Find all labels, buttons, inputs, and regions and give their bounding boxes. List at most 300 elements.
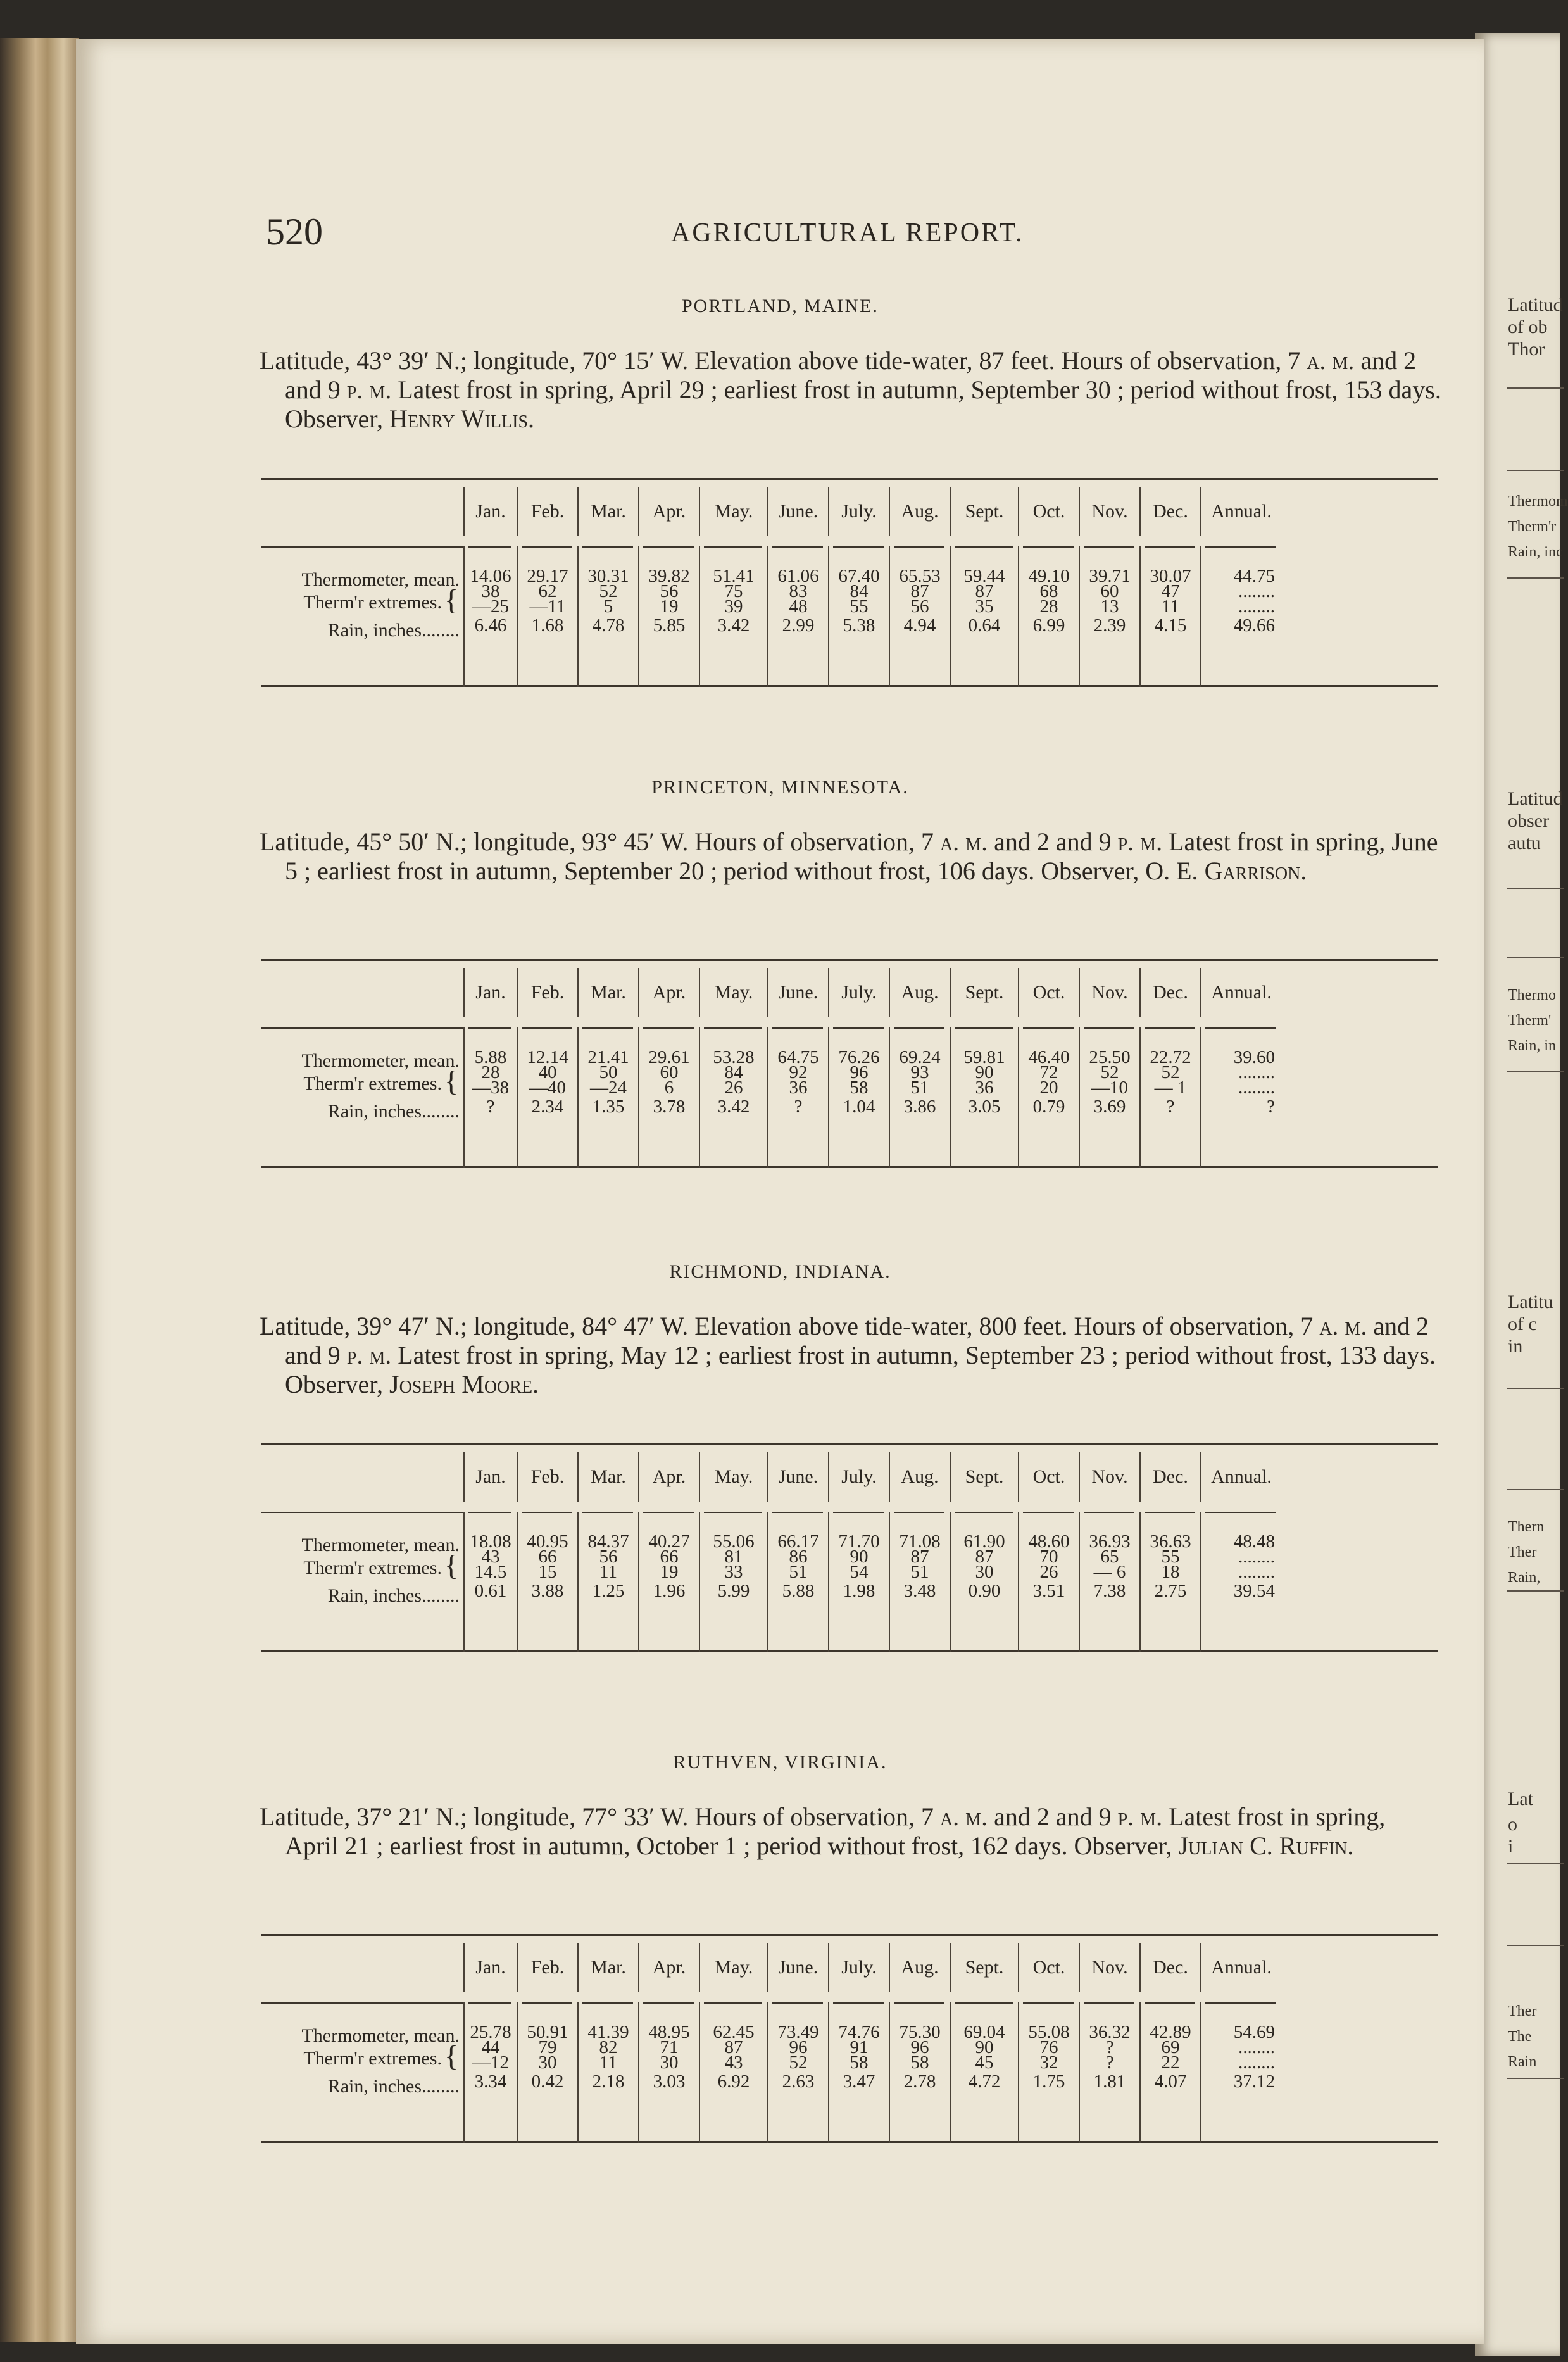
cell-max: 75 <box>724 581 743 601</box>
data-column <box>1018 1027 1079 1168</box>
cell-max: ........ <box>1238 1547 1275 1567</box>
cell-rain: 3.51 <box>1032 1581 1065 1601</box>
cell-rain: 3.69 <box>1093 1096 1126 1117</box>
row-label-mean: Thermometer, mean. <box>301 2025 460 2046</box>
cell-min: —25 <box>472 596 509 617</box>
book-page-edge <box>0 38 79 2342</box>
cell-max: 68 <box>1039 581 1058 601</box>
cell-mean: 69.24 <box>899 1047 941 1067</box>
cell-rain: 5.85 <box>653 615 686 636</box>
cell-min: 36 <box>789 1077 808 1098</box>
cell-rain: 2.39 <box>1093 615 1126 636</box>
cell-rain: ? <box>1267 1096 1275 1117</box>
cell-mean: 39.71 <box>1089 566 1131 586</box>
adjacent-page-text: Thermom <box>1508 493 1568 510</box>
station-description <box>260 827 1443 886</box>
cell-rain: 39.54 <box>1233 1581 1275 1601</box>
cell-max: 69 <box>1161 2037 1180 2057</box>
cell-min: 30 <box>660 2052 679 2073</box>
data-column <box>517 546 577 687</box>
cell-max: 72 <box>1039 1062 1058 1083</box>
cell-mean: 40.27 <box>648 1531 690 1552</box>
cell-max: 65 <box>1100 1547 1119 1567</box>
column-header: Oct. <box>1018 487 1079 536</box>
book-page <box>76 39 1484 2344</box>
adjacent-page-text: Thermo <box>1508 987 1556 1003</box>
column-header: May. <box>699 487 767 536</box>
cell-rain: 2.78 <box>903 2071 936 2092</box>
cell-min: 5 <box>603 596 613 617</box>
column-header: July. <box>828 487 889 536</box>
cell-rain: 3.78 <box>653 1096 686 1117</box>
cell-max: 90 <box>975 1062 994 1083</box>
cell-max: 62 <box>538 581 557 601</box>
adjacent-page-text: Latitud <box>1508 788 1563 809</box>
column-header: Sept. <box>950 968 1018 1017</box>
adjacent-page-text: Thor <box>1508 339 1545 360</box>
cell-mean: 49.10 <box>1028 566 1070 586</box>
page-number: 520 <box>266 211 323 253</box>
adjacent-page-rule <box>1507 387 1564 389</box>
cell-max: 96 <box>910 2037 929 2057</box>
cell-rain: 3.86 <box>903 1096 936 1117</box>
cell-rain: 37.12 <box>1233 2071 1275 2092</box>
row-label-mean: Thermometer, mean. <box>301 1050 460 1071</box>
weather-table <box>261 1934 1438 2143</box>
cell-mean: 46.40 <box>1028 1047 1070 1067</box>
cell-min: 58 <box>850 1077 869 1098</box>
cell-mean: 40.95 <box>527 1531 568 1552</box>
cell-rain: 3.03 <box>653 2071 686 2092</box>
row-label-extremes: Therm'r extremes. <box>303 1073 442 1094</box>
cell-max: 70 <box>1039 1547 1058 1567</box>
adjacent-page-fragment <box>1475 33 1568 2356</box>
cell-min: ........ <box>1238 596 1275 617</box>
station-title: RICHMOND, INDIANA. <box>669 1261 891 1282</box>
cell-max: 93 <box>910 1062 929 1083</box>
cell-min: 13 <box>1100 596 1119 617</box>
adjacent-page-text: autu <box>1508 832 1541 853</box>
cell-min: 22 <box>1161 2052 1180 2073</box>
cell-mean: 25.78 <box>470 2022 511 2042</box>
cell-max: 60 <box>660 1062 679 1083</box>
column-header: May. <box>699 968 767 1017</box>
data-column <box>1079 546 1139 687</box>
small-caps-text: Joseph Moore. <box>389 1370 539 1398</box>
data-column <box>1018 546 1079 687</box>
cell-mean: 18.08 <box>470 1531 511 1552</box>
adjacent-page-rule <box>1507 2078 1564 2079</box>
cell-min: 54 <box>850 1562 869 1582</box>
data-column <box>767 2002 828 2143</box>
cell-mean: 36.32 <box>1089 2022 1131 2042</box>
cell-min: 19 <box>660 596 679 617</box>
cell-mean: 30.31 <box>587 566 629 586</box>
column-header: Annual. <box>1200 968 1281 1017</box>
adjacent-page-text: Rain, in <box>1508 1038 1556 1054</box>
cell-min: 51 <box>789 1562 808 1582</box>
cell-max: 90 <box>850 1547 869 1567</box>
data-column <box>638 1027 699 1168</box>
table-top-rule <box>261 1934 1438 1936</box>
adjacent-page-text: Rain, inc <box>1508 544 1563 560</box>
data-column <box>889 546 950 687</box>
cell-min: 56 <box>910 596 929 617</box>
column-header: June. <box>767 1452 828 1502</box>
cell-min: 30 <box>975 1562 994 1582</box>
cell-min: 51 <box>910 1562 929 1582</box>
cell-min: 58 <box>850 2052 869 2073</box>
column-header: Mar. <box>577 1452 638 1502</box>
cell-min: ........ <box>1238 2052 1275 2073</box>
cell-rain: 1.25 <box>592 1581 625 1601</box>
adjacent-page-text: Thern <box>1508 1519 1545 1535</box>
cell-min: 36 <box>975 1077 994 1098</box>
cell-mean: 75.30 <box>899 2022 941 2042</box>
cell-rain: 3.48 <box>903 1581 936 1601</box>
cell-max: 83 <box>789 581 808 601</box>
cell-max: 28 <box>481 1062 500 1083</box>
adjacent-page-text: Rain, <box>1508 1569 1541 1586</box>
cell-rain: 6.99 <box>1032 615 1065 636</box>
data-column <box>950 2002 1018 2143</box>
cell-rain: 1.04 <box>843 1096 875 1117</box>
cell-max: 90 <box>975 2037 994 2057</box>
brace-symbol: { <box>444 1549 458 1581</box>
cell-mean: 66.17 <box>777 1531 819 1552</box>
column-header: July. <box>828 1452 889 1502</box>
cell-rain: ? <box>794 1096 803 1117</box>
column-header: Dec. <box>1139 487 1200 536</box>
cell-max: 38 <box>481 581 500 601</box>
column-header: Dec. <box>1139 968 1200 1017</box>
row-label-extremes: Therm'r extremes. <box>303 592 442 613</box>
cell-mean: 22.72 <box>1150 1047 1191 1067</box>
cell-mean: 71.70 <box>838 1531 880 1552</box>
cell-rain: 0.42 <box>531 2071 564 2092</box>
cell-mean: 76.26 <box>838 1047 880 1067</box>
data-column <box>1079 1027 1139 1168</box>
data-column <box>517 1512 577 1652</box>
cell-mean: 84.37 <box>587 1531 629 1552</box>
cell-min: 35 <box>975 596 994 617</box>
description-text: Latitude, 45° 50′ N.; longitude, 93° 45′ W. Hours of observation, 7 <box>260 827 940 856</box>
cell-mean: 69.04 <box>963 2022 1005 2042</box>
cell-rain: 2.75 <box>1154 1581 1187 1601</box>
cell-mean: 36.63 <box>1150 1531 1191 1552</box>
column-header: Jan. <box>463 968 517 1017</box>
data-column <box>699 1512 767 1652</box>
column-header: Jan. <box>463 1943 517 1992</box>
cell-max: 56 <box>660 581 679 601</box>
cell-rain: 0.90 <box>968 1581 1001 1601</box>
cell-max: 82 <box>599 2037 618 2057</box>
data-column <box>577 1512 638 1652</box>
data-column <box>828 1512 889 1652</box>
data-column <box>517 2002 577 2143</box>
data-column <box>1200 546 1281 687</box>
adjacent-page-rule <box>1507 1863 1564 1864</box>
column-header: May. <box>699 1943 767 1992</box>
cell-max: ........ <box>1238 581 1275 601</box>
data-column <box>638 1512 699 1652</box>
cell-max: 52 <box>1161 1062 1180 1083</box>
adjacent-page-text: Therm' <box>1508 1012 1552 1029</box>
adjacent-page-text: obser <box>1508 810 1549 831</box>
column-header: June. <box>767 968 828 1017</box>
adjacent-page-text: The <box>1508 2028 1532 2045</box>
data-column <box>1200 2002 1281 2143</box>
table-row-labels <box>261 2002 463 2140</box>
adjacent-page-rule <box>1507 470 1564 471</box>
cell-mean: 48.60 <box>1028 1531 1070 1552</box>
cell-mean: 73.49 <box>777 2022 819 2042</box>
cell-mean: 50.91 <box>527 2022 568 2042</box>
cell-mean: 55.06 <box>713 1531 755 1552</box>
cell-rain: 3.42 <box>717 1096 750 1117</box>
column-header: Aug. <box>889 487 950 536</box>
description-text: Latitude, 39° 47′ N.; longitude, 84° 47′ W. Elevation above tide-water, 800 feet. Hours of observation, 7 <box>260 1312 1320 1340</box>
row-label-rain: Rain, inches........ <box>327 1585 460 1606</box>
column-header: Nov. <box>1079 487 1139 536</box>
cell-mean: 48.48 <box>1233 1531 1275 1552</box>
data-column <box>517 1027 577 1168</box>
column-header: June. <box>767 487 828 536</box>
description-text: and 2 and 9 <box>285 346 1417 404</box>
description-text: Latitude, 43° 39′ N.; longitude, 70° 15′ W. Elevation above tide-water, 87 feet. Hours of observation, 7 <box>260 346 1307 375</box>
cell-mean: 21.41 <box>587 1047 629 1067</box>
cell-rain: 2.18 <box>592 2071 625 2092</box>
cell-max: 87 <box>724 2037 743 2057</box>
column-header: Oct. <box>1018 1452 1079 1502</box>
data-column <box>767 546 828 687</box>
cell-min: —38 <box>472 1077 509 1098</box>
cell-rain: 1.68 <box>531 615 564 636</box>
cell-rain: ? <box>486 1096 495 1117</box>
cell-rain: 49.66 <box>1233 615 1275 636</box>
cell-rain: 2.99 <box>782 615 815 636</box>
adjacent-page-text: Rain <box>1508 2054 1537 2070</box>
data-column <box>638 2002 699 2143</box>
station-description <box>260 1802 1443 1861</box>
column-header: Apr. <box>638 487 699 536</box>
column-header: Feb. <box>517 487 577 536</box>
cell-mean: 74.76 <box>838 2022 880 2042</box>
station-description <box>260 1312 1443 1399</box>
adjacent-page-text: Ther <box>1508 1544 1537 1561</box>
cell-max: ? <box>1105 2037 1114 2057</box>
data-column <box>767 1512 828 1652</box>
column-header: May. <box>699 1452 767 1502</box>
cell-min: 11 <box>599 1562 617 1582</box>
column-header: June. <box>767 1943 828 1992</box>
column-header: Aug. <box>889 1943 950 1992</box>
data-column <box>828 546 889 687</box>
data-column <box>1200 1512 1281 1652</box>
table-row-labels <box>261 546 463 684</box>
data-column <box>463 2002 517 2143</box>
cell-max: 92 <box>789 1062 808 1083</box>
column-header: Annual. <box>1200 1943 1281 1992</box>
cell-min: 11 <box>599 2052 617 2073</box>
description-text: Latest frost in spring, June 5 ; earliest frost in autumn, September 20 ; period without frost, 106 days. Observer, O. E. <box>285 827 1438 885</box>
cell-min: — 1 <box>1154 1077 1187 1098</box>
cell-max: 55 <box>1161 1547 1180 1567</box>
cell-mean: 30.07 <box>1150 566 1191 586</box>
cell-rain: 0.79 <box>1032 1096 1065 1117</box>
adjacent-page-text: of c <box>1508 1314 1537 1335</box>
adjacent-page-rule <box>1507 1071 1564 1072</box>
row-label-rain: Rain, inches........ <box>327 2076 460 2097</box>
cell-rain: 3.47 <box>843 2071 875 2092</box>
cell-rain: 3.34 <box>474 2071 507 2092</box>
cell-min: —11 <box>529 596 566 617</box>
column-header: Feb. <box>517 968 577 1017</box>
station-title: PRINCETON, MINNESOTA. <box>651 777 909 798</box>
table-top-rule <box>261 478 1438 480</box>
adjacent-page-text: Lat <box>1508 1788 1533 1809</box>
cell-max: 66 <box>660 1547 679 1567</box>
row-label-mean: Thermometer, mean. <box>301 1535 460 1555</box>
column-header: Feb. <box>517 1452 577 1502</box>
cell-mean: 39.60 <box>1233 1047 1275 1067</box>
column-header: Aug. <box>889 1452 950 1502</box>
cell-mean: 59.44 <box>963 566 1005 586</box>
data-column <box>1079 2002 1139 2143</box>
cell-mean: 51.41 <box>713 566 755 586</box>
adjacent-page-rule <box>1507 888 1564 889</box>
cell-mean: 42.89 <box>1150 2022 1191 2042</box>
cell-mean: 67.40 <box>838 566 880 586</box>
cell-min: ........ <box>1238 1077 1275 1098</box>
cell-min: —24 <box>590 1077 627 1098</box>
cell-mean: 59.81 <box>963 1047 1005 1067</box>
cell-min: 45 <box>975 2052 994 2073</box>
data-column <box>463 546 517 687</box>
description-text: and 2 and 9 <box>285 1312 1429 1369</box>
cell-rain: 4.78 <box>592 615 625 636</box>
column-header: Apr. <box>638 1943 699 1992</box>
column-header: July. <box>828 968 889 1017</box>
column-header: Nov. <box>1079 1452 1139 1502</box>
adjacent-page-text: Latitud <box>1508 294 1563 315</box>
cell-max: 76 <box>1039 2037 1058 2057</box>
adjacent-page-text: of ob <box>1508 317 1548 337</box>
data-column <box>699 2002 767 2143</box>
cell-rain: 1.81 <box>1093 2071 1126 2092</box>
cell-max: 84 <box>724 1062 743 1083</box>
small-caps-text: Henry Willis. <box>389 405 535 433</box>
column-header: Dec. <box>1139 1452 1200 1502</box>
small-caps-text: Julian C. Ruffin. <box>1178 1831 1354 1860</box>
cell-max: 96 <box>789 2037 808 2057</box>
cell-max: 87 <box>975 581 994 601</box>
cell-rain: 4.15 <box>1154 615 1187 636</box>
column-header: Annual. <box>1200 1452 1281 1502</box>
small-caps-text: p. m. <box>1117 1802 1163 1831</box>
cell-mean: 53.28 <box>713 1047 755 1067</box>
cell-mean: 44.75 <box>1233 566 1275 586</box>
column-header: Jan. <box>463 487 517 536</box>
cell-rain: 7.38 <box>1093 1581 1126 1601</box>
column-header: Mar. <box>577 968 638 1017</box>
cell-min: —10 <box>1091 1077 1128 1098</box>
description-text: and 2 and 9 <box>988 1802 1118 1831</box>
cell-min: — 6 <box>1093 1562 1126 1582</box>
station-description <box>260 346 1443 434</box>
cell-mean: 29.17 <box>527 566 568 586</box>
data-column <box>463 1512 517 1652</box>
adjacent-page-text: Therm'r <box>1508 518 1557 535</box>
data-column <box>577 1027 638 1168</box>
cell-min: ? <box>1105 2052 1114 2073</box>
description-text: Latest frost in spring, April 21 ; earliest frost in autumn, October 1 ; period without frost, 162 days. Observer, <box>285 1802 1386 1860</box>
cell-min: 43 <box>724 2052 743 2073</box>
cell-rain: 6.92 <box>717 2071 750 2092</box>
cell-max: ........ <box>1238 1062 1275 1083</box>
small-caps-text: p. m. <box>346 375 392 404</box>
column-header: Annual. <box>1200 487 1281 536</box>
cell-mean: 48.95 <box>648 2022 690 2042</box>
cell-max: 71 <box>660 2037 679 2057</box>
adjacent-page-text: Ther <box>1508 2003 1537 2020</box>
column-header: Nov. <box>1079 968 1139 1017</box>
cell-min: 14.5 <box>474 1562 507 1582</box>
data-column <box>1139 546 1200 687</box>
adjacent-page-rule <box>1507 1590 1564 1592</box>
brace-symbol: { <box>444 584 458 616</box>
small-caps-text: a. m. <box>1307 346 1355 375</box>
cell-min: 48 <box>789 596 808 617</box>
data-column <box>1018 1512 1079 1652</box>
cell-mean: 39.82 <box>648 566 690 586</box>
small-caps-text: a. m. <box>939 827 988 856</box>
brace-symbol: { <box>444 1065 458 1097</box>
cell-rain: 3.88 <box>531 1581 564 1601</box>
cell-mean: 29.61 <box>648 1047 690 1067</box>
data-column <box>638 546 699 687</box>
adjacent-page-text: in <box>1508 1336 1523 1357</box>
cell-min: 15 <box>538 1562 557 1582</box>
cell-max: 96 <box>850 1062 869 1083</box>
cell-rain: 6.46 <box>474 615 507 636</box>
cell-rain: 2.63 <box>782 2071 815 2092</box>
cell-max: 81 <box>724 1547 743 1567</box>
cell-mean: 71.08 <box>899 1531 941 1552</box>
cell-mean: 62.45 <box>713 2022 755 2042</box>
adjacent-page-rule <box>1507 1388 1564 1389</box>
running-head: AGRICULTURAL REPORT. <box>671 218 1024 248</box>
cell-min: 51 <box>910 1077 929 1098</box>
cell-rain: 3.05 <box>968 1096 1001 1117</box>
cell-min: 30 <box>538 2052 557 2073</box>
small-caps-text: Garrison. <box>1204 857 1307 885</box>
cell-max: 84 <box>850 581 869 601</box>
table-row-labels <box>261 1512 463 1650</box>
cell-min: 39 <box>724 596 743 617</box>
cell-min: 55 <box>850 596 869 617</box>
cell-min: —40 <box>529 1077 566 1098</box>
description-text: Latitude, 37° 21′ N.; longitude, 77° 33′ W. Hours of observation, 7 <box>260 1802 940 1831</box>
cell-max: 52 <box>599 581 618 601</box>
cell-mean: 61.06 <box>777 566 819 586</box>
cell-max: 50 <box>599 1062 618 1083</box>
small-caps-text: p. m. <box>1117 827 1163 856</box>
data-column <box>577 546 638 687</box>
cell-mean: 12.14 <box>527 1047 568 1067</box>
station-title: PORTLAND, MAINE. <box>681 296 879 317</box>
cell-rain: 1.35 <box>592 1096 625 1117</box>
